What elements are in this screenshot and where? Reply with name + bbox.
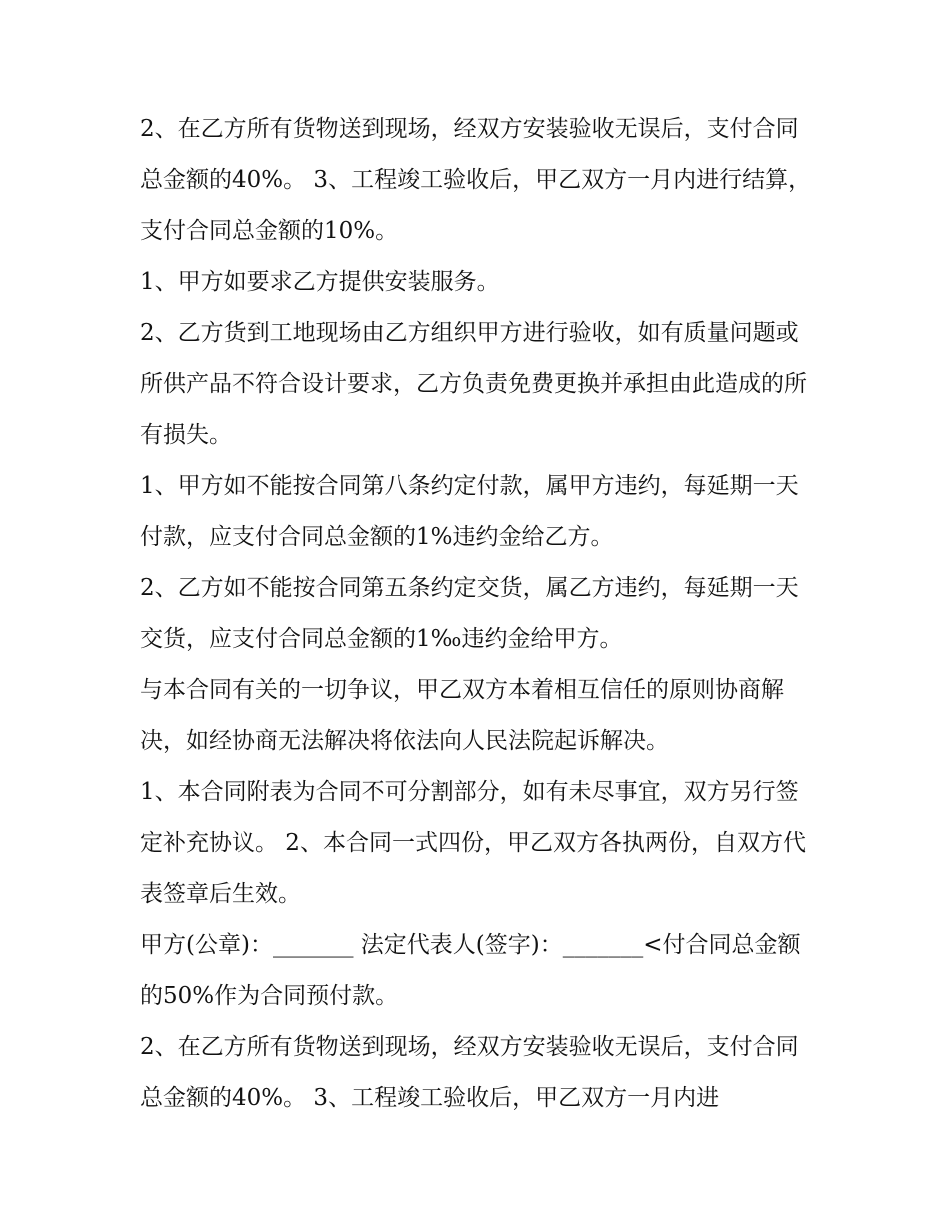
paragraph-dispute: 与本合同有关的一切争议，甲乙双方本着相互信任的原则协商解决，如经协商无法解决将依法向人民法院起诉解决。: [140, 677, 784, 754]
paragraph-party-a-breach: 1、甲方如不能按合同第八条约定付款，属甲方违约，每延期一天付款，应支付合同总金额的1%违约金给乙方。: [140, 473, 799, 550]
paragraph-signature-line: 甲方(公章)：_______ 法定代表人(签字)：_______<付合同总金额的50%作为合同预付款。: [140, 932, 801, 1009]
paragraph-inspection: 2、乙方货到工地现场由乙方组织甲方进行验收，如有质量问题或所供产品不符合设计要求，乙方负责免费更换并承担由此造成的所有损失。: [140, 320, 807, 448]
paragraph-installation-service: 1、甲方如要求乙方提供安装服务。: [140, 269, 500, 295]
document-body: [140, 104, 820, 1124]
paragraph-annex-copies: 1、本合同附表为合同不可分割部分，如有未尽事宜，双方另行签定补充协议。 2、本合同一式四份，甲乙双方各执两份，自双方代表签章后生效。: [140, 779, 806, 907]
paragraph-party-b-breach: 2、乙方如不能按合同第五条约定交货，属乙方违约，每延期一天交货，应支付合同总金额的1‰违约金给甲方。: [140, 575, 799, 652]
paragraph-payment-40-repeat: 2、在乙方所有货物送到现场，经双方安装验收无误后，支付合同总金额的40%。 3、工程竣工验收后，甲乙双方一月内进: [140, 1034, 799, 1111]
paragraph-payment-40: 2、在乙方所有货物送到现场，经双方安装验收无误后，支付合同总金额的40%。 3、工程竣工验收后，甲乙双方一月内进行结算，支付合同总金额的10%。: [140, 116, 812, 244]
